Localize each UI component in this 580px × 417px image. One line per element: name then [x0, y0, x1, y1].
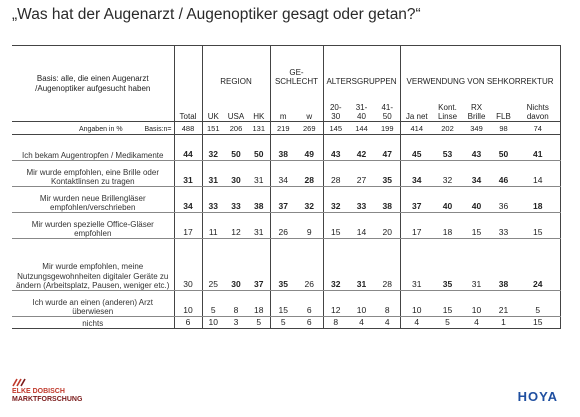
- table-cell: 41: [516, 135, 560, 161]
- basis-row-label-left: Angaben in %: [78, 125, 123, 133]
- table-cell: 31: [462, 239, 491, 291]
- table-cell: 31: [248, 161, 270, 187]
- row-label: Mir wurde empfohlen, meine Nutzungsgewohnheiten digitaler Geräte zu ändern (Arbeitsplatz, Pausen, weniger etc.): [12, 239, 174, 291]
- group-region: REGION: [202, 46, 270, 87]
- table-cell: 31: [202, 161, 224, 187]
- table-cell: 9: [296, 213, 323, 239]
- basis-value: 144: [348, 122, 375, 135]
- column-header: HK: [253, 111, 265, 121]
- table-cell: 15: [323, 213, 348, 239]
- column-header: Total: [174, 86, 202, 122]
- table-cell: 42: [348, 135, 375, 161]
- table-cell: 35: [375, 161, 400, 187]
- table-cell: 33: [224, 187, 248, 213]
- table-cell: 38: [248, 187, 270, 213]
- table-cell: 5: [433, 317, 462, 329]
- table-row: [12, 187, 560, 213]
- column-header: Ja net: [400, 86, 433, 122]
- table-cell: 8: [224, 291, 248, 317]
- row-label: Mir wurden spezielle Office-Gläser empfohlen: [12, 213, 174, 239]
- table-cell: 15: [516, 213, 560, 239]
- table-row: [12, 213, 560, 239]
- column-header: Nichts davon: [516, 86, 560, 122]
- group-verwendung: VERWENDUNG VON SEHKORREKTUR: [400, 46, 560, 87]
- table-cell: 10: [174, 291, 202, 317]
- table-cell: 31: [248, 213, 270, 239]
- table-cell: 45: [400, 135, 433, 161]
- elke-dobisch-logo: [12, 388, 82, 404]
- table-cell: 37: [270, 187, 296, 213]
- column-header: FLB: [496, 111, 511, 121]
- table-cell: 46: [491, 161, 516, 187]
- row-label: Mir wurden neue Brillengläser empfohlen/verschrieben: [12, 187, 174, 213]
- table-cell: 50: [491, 135, 516, 161]
- column-header: Kont. Linse: [437, 102, 458, 121]
- table-cell: 43: [462, 135, 491, 161]
- table-cell: 8: [375, 291, 400, 317]
- table-cell: 37: [400, 187, 433, 213]
- column-header: 31- 40: [355, 102, 368, 121]
- table-cell: 4: [462, 317, 491, 329]
- column-header: 41- 50: [381, 102, 394, 121]
- table-row: [12, 239, 560, 291]
- table-cell: 5: [270, 317, 296, 329]
- table-cell: 50: [224, 135, 248, 161]
- basis-value: 98: [491, 122, 516, 135]
- group-geschlecht: GE- SCHLECHT: [270, 46, 323, 87]
- table-cell: 34: [400, 161, 433, 187]
- table-cell: 6: [174, 317, 202, 329]
- elke-dobisch-logo-icon: [12, 378, 26, 387]
- table-cell: 26: [270, 213, 296, 239]
- table-cell: 5: [248, 317, 270, 329]
- table-cell: 36: [491, 187, 516, 213]
- table-cell: 37: [248, 239, 270, 291]
- table-cell: 10: [462, 291, 491, 317]
- table-cell: 28: [375, 239, 400, 291]
- table-cell: 34: [270, 161, 296, 187]
- total-group-spacer: [174, 46, 202, 87]
- column-header: w: [306, 111, 313, 121]
- table-row: [12, 161, 560, 187]
- basis-value: 145: [323, 122, 348, 135]
- table-cell: 32: [202, 135, 224, 161]
- basis-value: 488: [174, 122, 202, 135]
- results-table: [12, 45, 561, 329]
- table-cell: 6: [296, 317, 323, 329]
- table-cell: 33: [491, 213, 516, 239]
- table-cell: 10: [400, 291, 433, 317]
- basis-value: 219: [270, 122, 296, 135]
- table-row: [12, 291, 560, 317]
- basis-value: 414: [400, 122, 433, 135]
- basis-row-label-right: Basis:n=: [144, 125, 172, 133]
- header-row-groups: [12, 46, 560, 87]
- table-cell: 35: [433, 239, 462, 291]
- table-cell: 4: [375, 317, 400, 329]
- row-label: Mir wurde empfohlen, eine Brille oder Kontaktlinsen zu tragen: [12, 161, 174, 187]
- table-cell: 21: [491, 291, 516, 317]
- column-header: m: [270, 86, 296, 122]
- table-cell: 26: [296, 239, 323, 291]
- basis-row-label: [12, 122, 174, 135]
- table-cell: 24: [516, 239, 560, 291]
- page-title: „Was hat der Augenarzt / Augenoptiker gesagt oder getan?“: [12, 6, 421, 23]
- table-cell: 28: [323, 161, 348, 187]
- table-cell: 20: [375, 213, 400, 239]
- table-cell: 11: [202, 213, 224, 239]
- table-cell: 32: [323, 187, 348, 213]
- basis-value: 269: [296, 122, 323, 135]
- basis-value: 349: [462, 122, 491, 135]
- table-cell: 53: [433, 135, 462, 161]
- table-cell: 33: [202, 187, 224, 213]
- table-cell: 14: [348, 213, 375, 239]
- basis-label: Basis: alle, die einen Augenarzt /Augenoptiker aufgesucht haben: [12, 46, 174, 122]
- table-cell: 38: [375, 187, 400, 213]
- table-cell: 31: [174, 161, 202, 187]
- basis-value: 199: [375, 122, 400, 135]
- table-cell: 15: [462, 213, 491, 239]
- table-cell: 31: [348, 239, 375, 291]
- table-cell: 30: [174, 239, 202, 291]
- table-cell: 6: [296, 291, 323, 317]
- table-cell: 1: [491, 317, 516, 329]
- table-cell: 32: [323, 239, 348, 291]
- column-header: 20- 30: [323, 86, 348, 122]
- column-header: USA: [227, 111, 245, 121]
- table-cell: 32: [296, 187, 323, 213]
- column-header: RX Brille: [467, 102, 486, 121]
- table-cell: 49: [296, 135, 323, 161]
- table-cell: 15: [270, 291, 296, 317]
- table-cell: 44: [174, 135, 202, 161]
- table-cell: 30: [224, 161, 248, 187]
- table-cell: 34: [174, 187, 202, 213]
- table-cell: 27: [348, 161, 375, 187]
- table-cell: 15: [433, 291, 462, 317]
- table-cell: 10: [202, 317, 224, 329]
- table-cell: 38: [491, 239, 516, 291]
- footer-line-1: ELKE DOBISCH: [12, 388, 65, 395]
- table-cell: 5: [202, 291, 224, 317]
- table-cell: 18: [433, 213, 462, 239]
- basis-value: 131: [248, 122, 270, 135]
- table-cell: 32: [433, 161, 462, 187]
- table-cell: 38: [270, 135, 296, 161]
- table-cell: 17: [174, 213, 202, 239]
- table-cell: 5: [516, 291, 560, 317]
- table-cell: 43: [323, 135, 348, 161]
- row-label: Ich wurde an einen (anderen) Arzt überwiesen: [12, 291, 174, 317]
- table-cell: 40: [433, 187, 462, 213]
- table-cell: 4: [348, 317, 375, 329]
- basis-value: 151: [202, 122, 224, 135]
- table-cell: 12: [224, 213, 248, 239]
- basis-value: 202: [433, 122, 462, 135]
- column-header: UK: [207, 111, 219, 121]
- table-row: [12, 317, 560, 329]
- table-cell: 18: [516, 187, 560, 213]
- table-cell: 17: [400, 213, 433, 239]
- table-cell: 40: [462, 187, 491, 213]
- table-cell: 25: [202, 239, 224, 291]
- table-cell: 28: [296, 161, 323, 187]
- footer-line-2: MARKTFORSCHUNG: [12, 396, 83, 403]
- table-cell: 4: [400, 317, 433, 329]
- row-label: nichts: [12, 317, 174, 329]
- table-cell: 50: [248, 135, 270, 161]
- table-cell: 12: [323, 291, 348, 317]
- table-cell: 31: [400, 239, 433, 291]
- group-alter: ALTERSGRUPPEN: [323, 46, 400, 87]
- table-cell: 30: [224, 239, 248, 291]
- table-cell: 14: [516, 161, 560, 187]
- table-cell: 33: [348, 187, 375, 213]
- table-cell: 3: [224, 317, 248, 329]
- row-label: Ich bekam Augentropfen / Medikamente: [12, 135, 174, 161]
- table-cell: 18: [248, 291, 270, 317]
- table-cell: 15: [516, 317, 560, 329]
- table-cell: 10: [348, 291, 375, 317]
- basis-value: 74: [516, 122, 560, 135]
- hoya-logo: HOYA: [517, 389, 558, 404]
- table-cell: 47: [375, 135, 400, 161]
- table-row: [12, 135, 560, 161]
- table-cell: 8: [323, 317, 348, 329]
- table-cell: 34: [462, 161, 491, 187]
- table-cell: 35: [270, 239, 296, 291]
- basis-row: [12, 122, 560, 135]
- basis-value: 206: [224, 122, 248, 135]
